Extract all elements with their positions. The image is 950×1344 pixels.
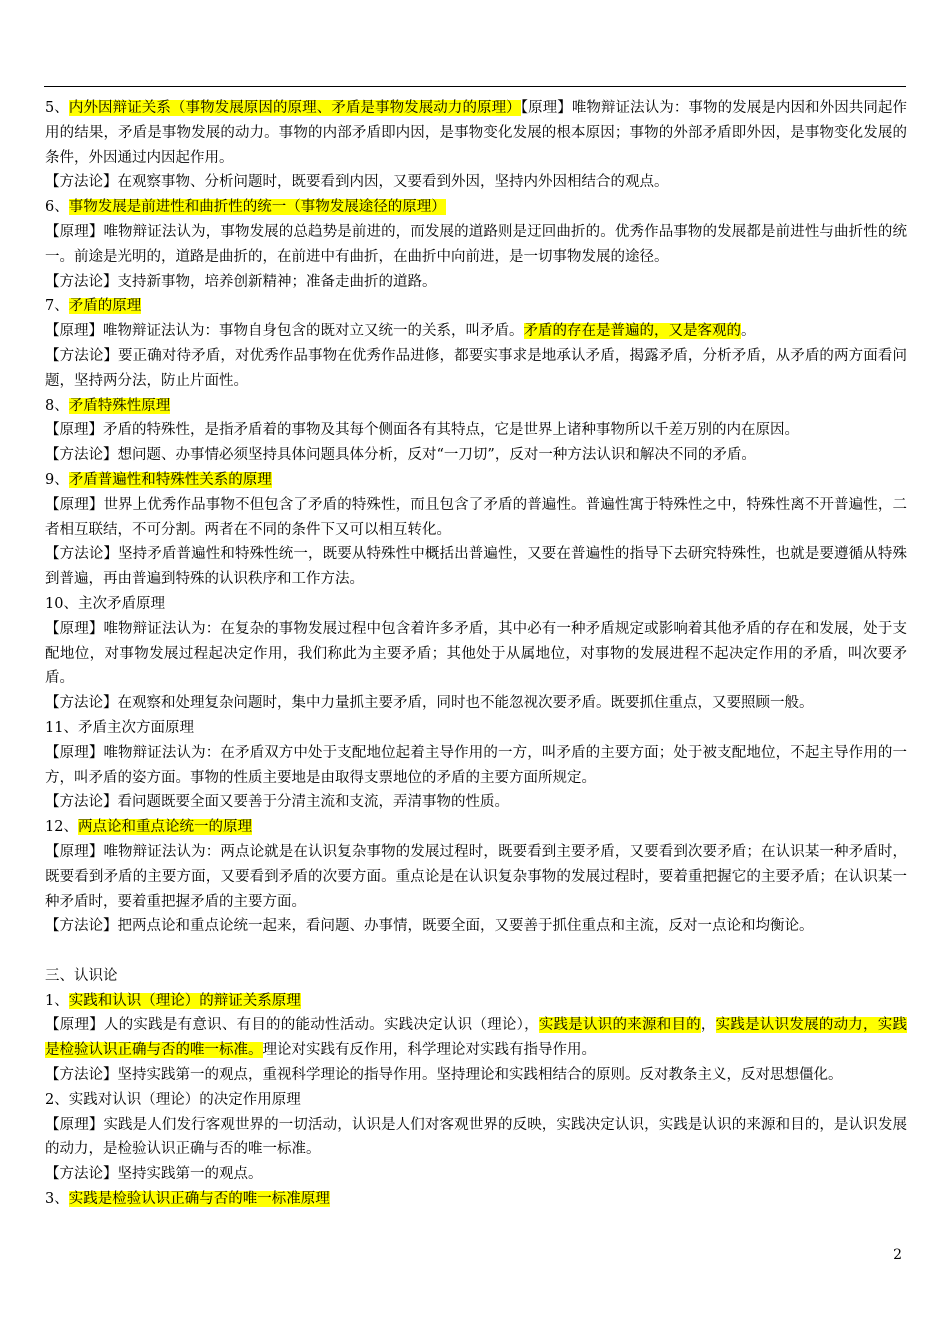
paragraph-spacer	[45, 939, 907, 964]
text-run: 【原理】人的实践是有意识、有目的的能动性活动。实践决定认识（理论），	[45, 1017, 539, 1034]
text-run: 11、矛盾主次方面原理	[45, 719, 194, 736]
paragraph	[45, 1162, 907, 1187]
paragraph	[45, 220, 907, 270]
text-run: 12、	[45, 819, 78, 836]
highlighted-text: 矛盾普遍性和特殊性关系的原理	[68, 471, 272, 488]
text-run: ，	[700, 1017, 716, 1034]
text-run: 理论对实践有反作用，科学理论对实践有指导作用。	[262, 1042, 596, 1059]
paragraph	[45, 989, 907, 1014]
paragraph	[45, 418, 907, 443]
paragraph	[45, 964, 907, 989]
paragraph	[45, 195, 907, 220]
paragraph	[45, 1088, 907, 1113]
text-run: 【方法论】坚持实践第一的观点。	[45, 1166, 263, 1183]
highlighted-text: 实践是认识的来源和目的	[538, 1017, 701, 1034]
text-run: 【方法论】坚持实践第一的观点，重视科学理论的指导作用。坚持理论和实践相结合的原则。反对教条主义，反对思想僵化。	[45, 1067, 843, 1084]
text-run: 【原理】唯物辩证法认为：事物的发展是内因和外因共同起作用的结果，矛盾是事物发展的动力。事物的内部矛盾即内因，是事物变化发展的根本原因；事物的外部矛盾即外因，是事物变化发展的条件，外因通过内因起作用。	[45, 100, 908, 166]
paragraph	[45, 914, 907, 939]
paragraph	[45, 294, 907, 319]
text-run: 【原理】唯物辩证法认为：事物自身包含的既对立又统一的关系，叫矛盾。	[45, 323, 524, 340]
paragraph	[45, 815, 907, 840]
text-run: 6、	[45, 199, 69, 216]
highlighted-text: 矛盾的原理	[68, 298, 142, 315]
paragraph	[45, 270, 907, 295]
text-run: 3、	[45, 1191, 69, 1208]
paragraph	[45, 96, 907, 170]
text-run: 【方法论】想问题、办事情必须坚持具体问题具体分析，反对“一刀切”，反对一种方法认识和解决不同的矛盾。	[45, 447, 756, 464]
paragraph	[45, 493, 907, 543]
paragraph	[45, 741, 907, 791]
paragraph	[45, 840, 907, 914]
text-run: 【方法论】把两点论和重点论统一起来，看问题、办事情，既要全面，又要善于抓住重点和主流，反对一点论和均衡论。	[45, 918, 814, 935]
text-run: 1、	[45, 992, 69, 1009]
highlighted-text: 实践是认识发展的动力，实践是检验认识正确与否的唯一标准。	[45, 1017, 908, 1059]
paragraph	[45, 1113, 907, 1163]
text-run: 9、	[45, 471, 69, 488]
paragraph	[45, 468, 907, 493]
page-number: 2	[893, 1247, 902, 1263]
paragraph	[45, 319, 907, 344]
paragraph	[45, 1187, 907, 1212]
highlighted-text: 实践和认识（理论）的辩证关系原理	[68, 992, 301, 1009]
text-run: 【方法论】坚持矛盾普遍性和特殊性统一，既要从特殊性中概括出普遍性，又要在普遍性的指导下去研究特殊性，也就是要遵循从特殊到普遍，再由普遍到特殊的认识秩序和工作方法。	[45, 546, 907, 588]
text-run: 【方法论】在观察和处理复杂问题时，集中力量抓主要矛盾，同时也不能忽视次要矛盾。既要抓住重点，又要照顾一般。	[45, 695, 814, 712]
paragraph	[45, 691, 907, 716]
text-run: 【方法论】在观察事物、分析问题时，既要看到内因，又要看到外因，坚持内外因相结合的观点。	[45, 174, 669, 191]
paragraph	[45, 1013, 907, 1063]
highlighted-text: 内外因辩证关系（事物发展原因的原理、矛盾是事物发展动力的原理）	[68, 100, 521, 116]
text-run: 8、	[45, 397, 69, 414]
text-run: 【原理】唯物辩证法认为：两点论就是在认识复杂事物的发展过程时，既要看到主要矛盾，又要看到次要矛盾；在认识某一种矛盾时，既要看到矛盾的主要方面，又要看到矛盾的次要方面。重点论是在认识复杂事物的发展过程时，要着重把握它的主要矛盾；在认识某一种矛盾时，要着重把握矛盾的主要方面。	[45, 843, 907, 910]
text-run: 【方法论】要正确对待矛盾，对优秀作品事物在优秀作品进修，都要实事求是地承认矛盾，揭露矛盾，分析矛盾，从矛盾的两方面看问题，坚持两分法，防止片面性。	[45, 347, 907, 389]
highlighted-text: 两点论和重点论统一的原理	[77, 819, 252, 836]
text-run: 【原理】世界上优秀作品事物不但包含了矛盾的特殊性，而且包含了矛盾的普遍性。普遍性寓于特殊性之中，特殊性离不开普遍性，二者相互联结，不可分割。两者在不同的条件下又可以相互转化。	[45, 496, 907, 538]
paragraph	[45, 542, 907, 592]
text-run: 三、认识论	[45, 967, 118, 984]
paragraph	[45, 592, 907, 617]
document-body	[45, 96, 907, 1212]
text-run: 5、	[45, 100, 69, 116]
header-rule	[44, 86, 906, 87]
paragraph	[45, 443, 907, 468]
text-run: 【方法论】看问题既要全面又要善于分清主流和支流，弄清事物的性质。	[45, 794, 509, 811]
paragraph	[45, 790, 907, 815]
text-run: 。	[741, 323, 756, 340]
paragraph	[45, 1063, 907, 1088]
paragraph	[45, 716, 907, 741]
text-run: 【原理】唯物辩证法认为：在矛盾双方中处于支配地位起着主导作用的一方，叫矛盾的主要方面；处于被支配地位，不起主导作用的一方，叫矛盾的姿方面。事物的性质主要地是由取得支票地位的矛盾的主要方面所规定。	[45, 744, 907, 786]
text-run: 【原理】唯物辩证法认为：在复杂的事物发展过程中包含着许多矛盾，其中必有一种矛盾规定或影响着其他矛盾的存在和发展，处于支配地位，对事物发展过程起决定作用，我们称此为主要矛盾；其他处于从属地位，对事物的发展进程不起决定作用的矛盾，叫次要矛盾。	[45, 620, 907, 687]
text-run: 10、主次矛盾原理	[45, 595, 165, 612]
paragraph	[45, 617, 907, 691]
text-run: 【原理】实践是人们发行客观世界的一切活动，认识是人们对客观世界的反映，实践决定认识，实践是认识的来源和目的，是认识发展的动力，是检验认识正确与否的唯一标准。	[45, 1116, 907, 1158]
paragraph	[45, 394, 907, 419]
paragraph	[45, 170, 907, 195]
highlighted-text: 矛盾的存在是普遍的，又是客观的	[523, 323, 741, 340]
text-run: 7、	[45, 298, 69, 315]
paragraph	[45, 344, 907, 394]
highlighted-text: 实践是检验认识正确与否的唯一标准原理	[68, 1191, 330, 1208]
highlighted-text: 矛盾特殊性原理	[68, 397, 171, 414]
text-run: 2、实践对认识（理论）的决定作用原理	[45, 1091, 301, 1108]
text-run: 【方法论】支持新事物，培养创新精神；准备走曲折的道路。	[45, 273, 437, 290]
highlighted-text: 事物发展是前进性和曲折性的统一（事物发展途径的原理）	[68, 199, 446, 216]
text-run: 【原理】唯物辩证法认为，事物发展的总趋势是前进的，而发展的道路则是迂回曲折的。优秀作品事物的发展都是前进性与曲折性的统一。前途是光明的，道路是曲折的，在前进中有曲折，在曲折中向前进，是一切事物发展的途径。	[45, 223, 907, 265]
text-run: 【原理】矛盾的特殊性，是指矛盾着的事物及其每个侧面各有其特点，它是世界上诸种事物所以千差万别的内在原因。	[45, 422, 799, 439]
